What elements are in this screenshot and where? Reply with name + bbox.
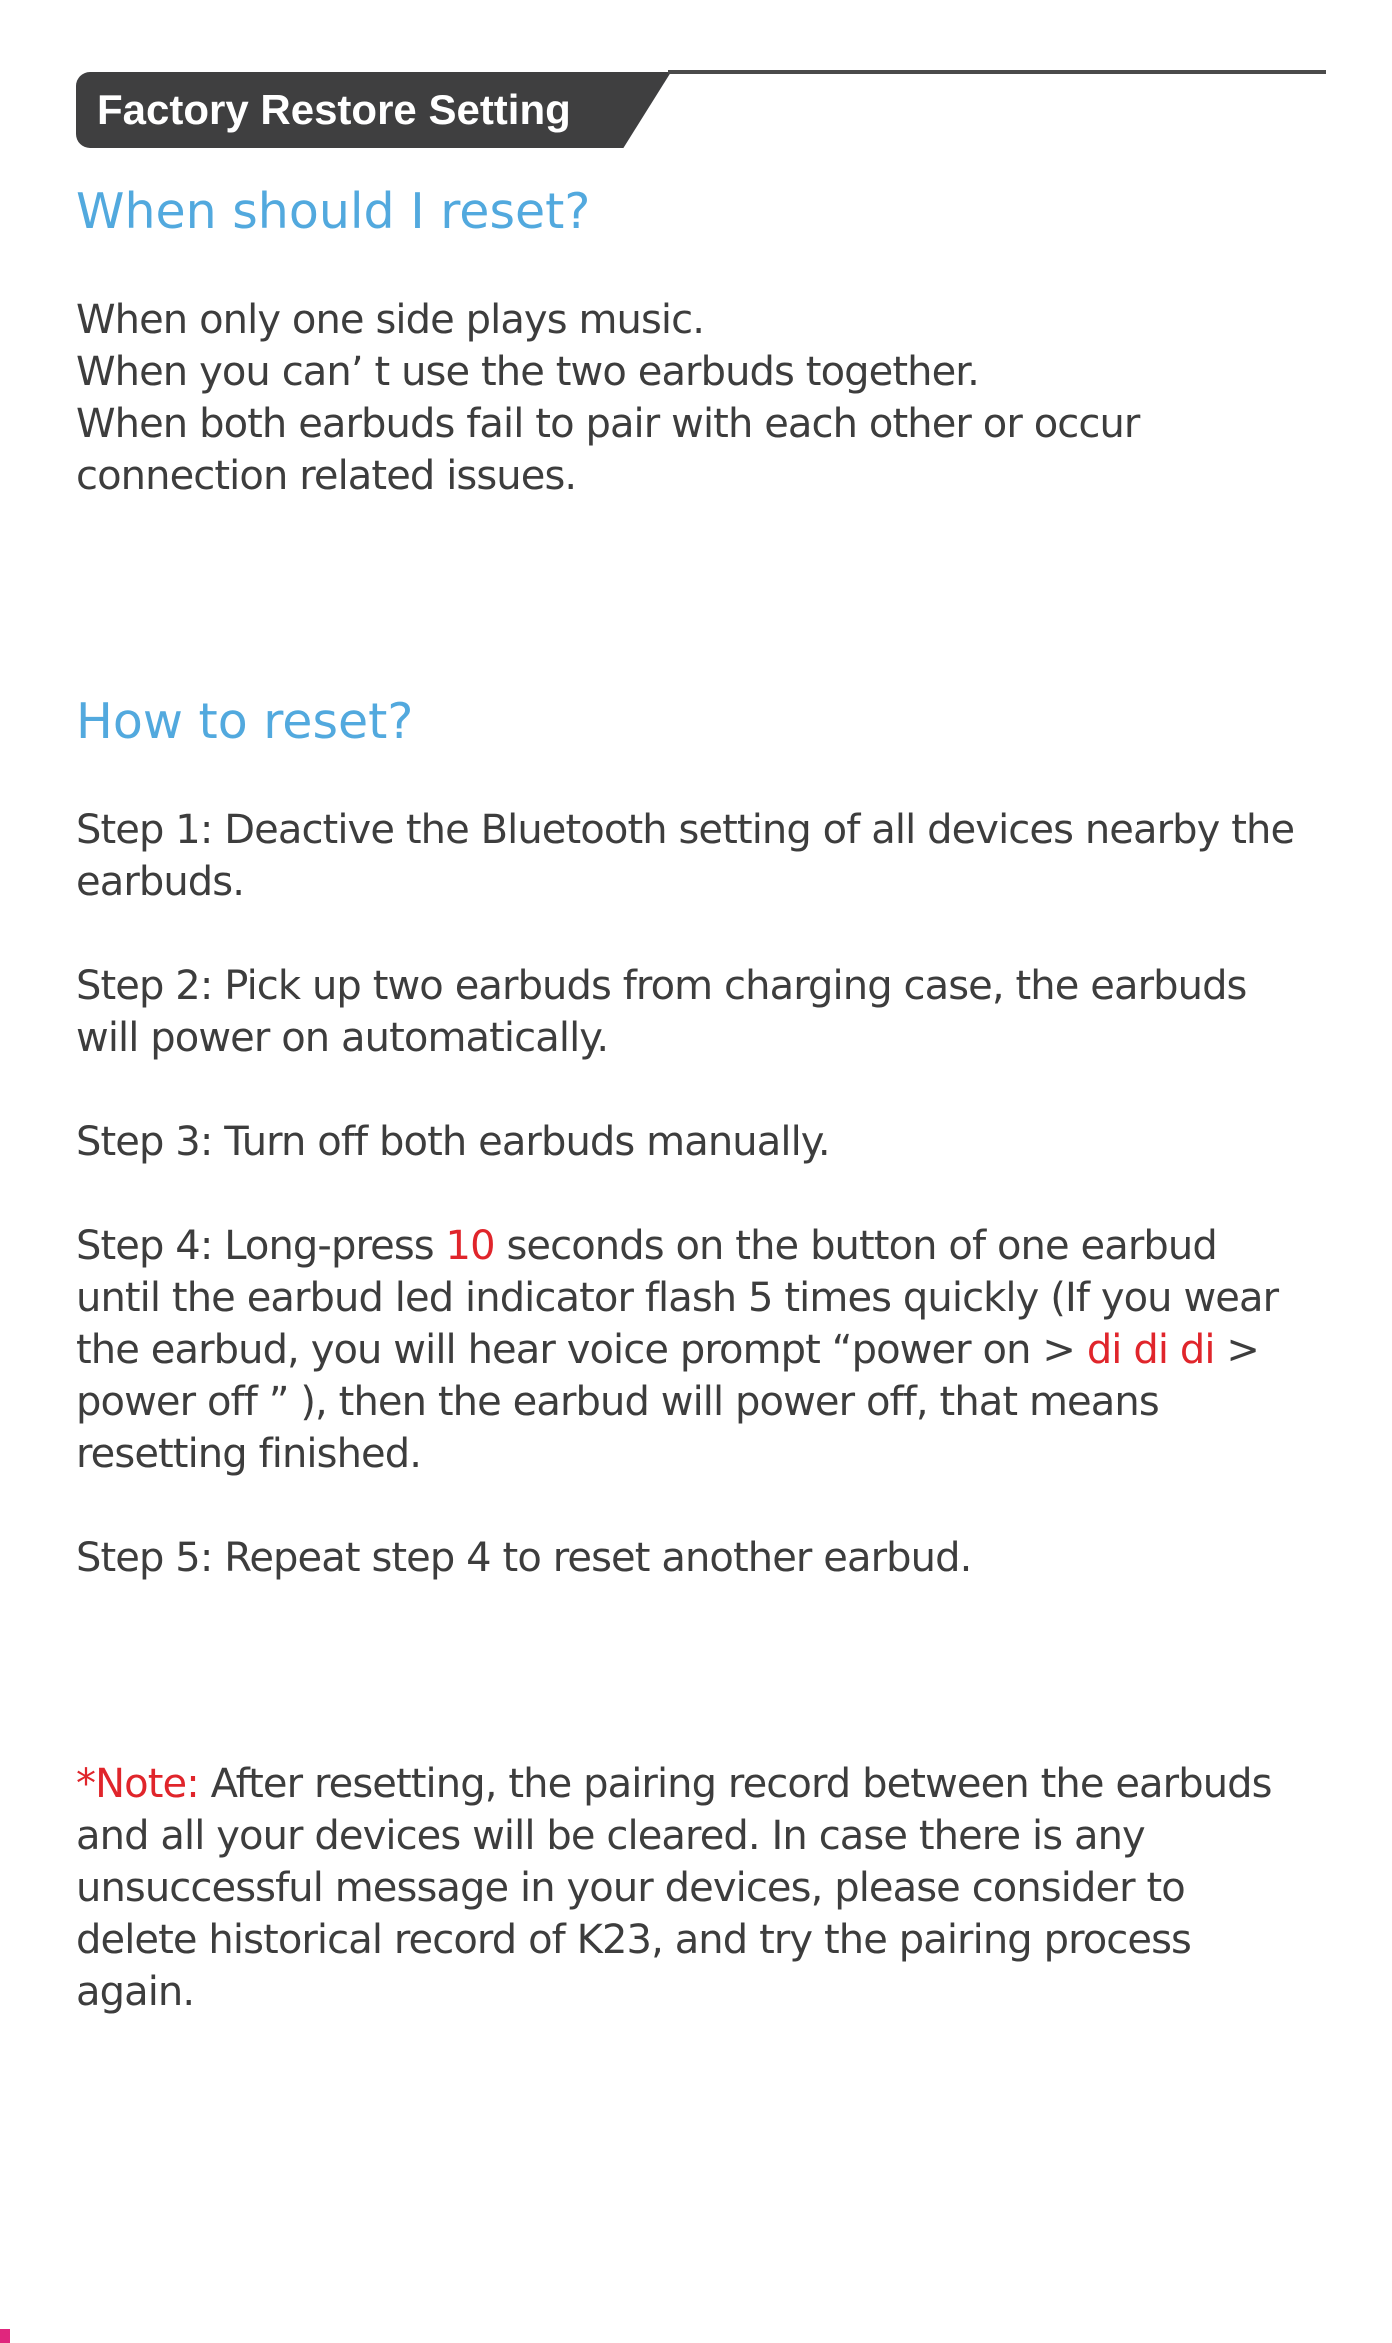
step-5 [76,1532,1346,1584]
step-4-line: until the earbud led indicator flash 5 times quickly (If you wear [76,1275,1279,1321]
step-4-line1-prefix: Step 4: Long-press [76,1223,446,1269]
step-5-line: Step 5: Repeat step 4 to reset another earbud. [76,1535,972,1581]
when-heading: When should I reset? [76,183,591,240]
step-4-prompt-highlight: di di di [1086,1327,1215,1373]
step-1 [76,804,1346,908]
step-4-seconds-highlight: 10 [445,1223,495,1269]
note-line: and all your devices will be cleared. In case there is any [76,1813,1145,1859]
banner-title: Factory Restore Setting [97,86,571,133]
when-line: connection related issues. [76,453,577,499]
note-line: unsuccessful message in your devices, please consider to [76,1865,1185,1911]
how-heading: How to reset? [76,693,414,750]
note-line [76,1758,1346,1810]
note-line1-rest: After resetting, the pairing record between the earbuds [198,1761,1272,1807]
step-2-line: will power on automatically. [76,1015,609,1061]
step-4 [76,1220,1346,1480]
step-4-line: power off ” ), then the earbud will power off, that means [76,1379,1159,1425]
step-1-line: Step 1: Deactive the Bluetooth setting of all devices nearby the [76,807,1295,853]
step-3-line: Step 3: Turn off both earbuds manually. [76,1119,830,1165]
step-4-line1-suffix: seconds on the button of one earbud [494,1223,1217,1269]
banner-rule [668,70,1326,74]
when-paragraph [76,294,1346,502]
step-3 [76,1116,1346,1168]
note-paragraph [76,1758,1346,2018]
step-4-line [76,1220,1346,1272]
step-2 [76,960,1346,1064]
step-1-line: earbuds. [76,859,245,905]
note-line: delete historical record of K23, and try the pairing process [76,1917,1191,1963]
when-line: When you can’ t use the two earbuds together. [76,349,979,395]
step-4-line: resetting finished. [76,1431,422,1477]
step-4-line3-prefix: the earbud, you will hear voice prompt “power on > [76,1327,1087,1373]
corner-decoration [0,2329,10,2343]
step-4-line [76,1324,1346,1376]
step-2-line: Step 2: Pick up two earbuds from charging case, the earbuds [76,963,1247,1009]
when-line: When both earbuds fail to pair with each other or occur [76,401,1140,447]
note-label: *Note: [76,1761,199,1807]
step-4-line3-suffix: > [1214,1327,1259,1373]
when-line: When only one side plays music. [76,297,705,343]
note-line: again. [76,1969,195,2015]
